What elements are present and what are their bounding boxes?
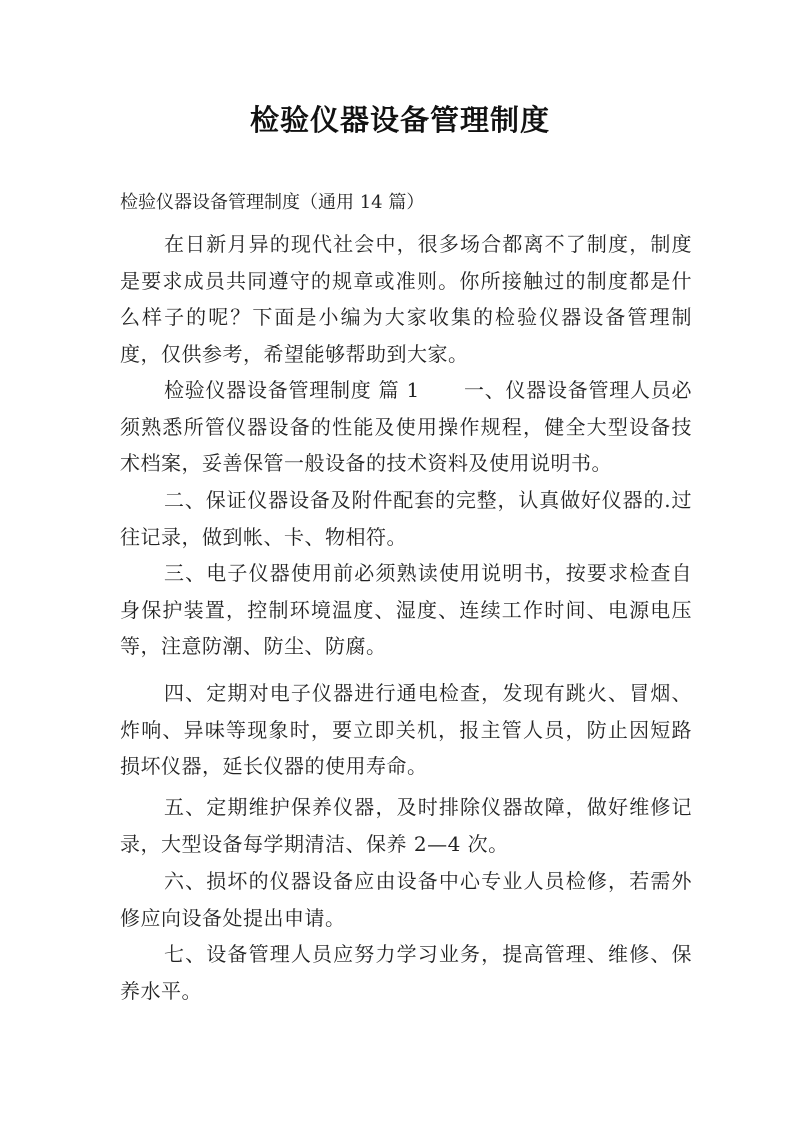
item-1-text: 一、仪器设备管理人员必须熟悉所管仪器设备的性能及使用操作规程，健全大型设备技术档案，妥善保管一般设备的技术资料及使用说明书。	[120, 378, 692, 475]
item-3-paragraph: 三、电子仪器使用前必须熟读使用说明书，按要求检查自身保护装置，控制环境温度、湿度、连续工作时间、电源电压等，注意防潮、防尘、防腐。	[120, 561, 692, 658]
item-6-paragraph: 六、损坏的仪器设备应由设备中心专业人员检修，若需外修应向设备处提出申请。	[120, 869, 692, 930]
section-heading: 检验仪器设备管理制度 篇 1	[164, 378, 420, 402]
intro-paragraph: 在日新月异的现代社会中，很多场合都离不了制度，制度是要求成员共同遵守的规章或准则。你所接触过的制度都是什么样子的呢？下面是小编为大家收集的检验仪器设备管理制度，仅供参考，希望能够帮助到大家。	[120, 232, 692, 366]
section-1-paragraph	[120, 372, 692, 482]
item-2-paragraph: 二、保证仪器设备及附件配套的完整，认真做好仪器的.过往记录，做到帐、卡、物相符。	[120, 488, 692, 549]
item-7-paragraph: 七、设备管理人员应努力学习业务，提高管理、维修、保养水平。	[120, 942, 692, 1003]
item-4-paragraph: 四、定期对电子仪器进行通电检查，发现有跳火、冒烟、炸响、异味等现象时，要立即关机，报主管人员，防止因短路损坏仪器，延长仪器的使用寿命。	[120, 681, 692, 778]
document-title: 检验仪器设备管理制度	[249, 103, 550, 137]
document-subtitle: 检验仪器设备管理制度（通用 14 篇）	[120, 192, 425, 213]
item-5-paragraph: 五、定期维护保养仪器，及时排除仪器故障，做好维修记录，大型设备每学期清洁、保养 2—4 次。	[120, 795, 692, 856]
